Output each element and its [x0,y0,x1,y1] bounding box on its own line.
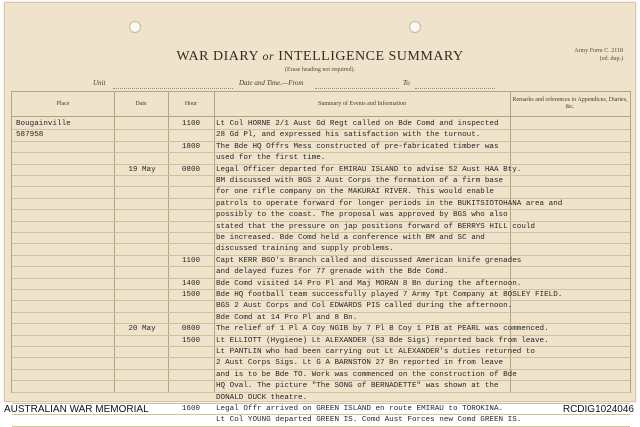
summary-cell: and delayed fuzes for 77 grenade with the Bde Comd. [216,268,449,277]
date-cell [116,358,168,368]
hour-cell: 1500 [181,291,201,299]
place-cell [16,199,110,209]
date-cell [116,199,168,209]
place-cell [16,381,110,391]
place-cell [16,142,110,152]
header-summary: Summary of Events and Information [318,100,406,107]
date-cell [116,176,168,186]
hour-cell [168,187,214,197]
hour-cell [168,210,214,220]
hour-cell [168,358,214,368]
place-cell [16,165,110,175]
date-cell [116,393,168,403]
summary-cell: Legal Officer departed for EMIRAU ISLAND to advise 52 Aust HAA Bty. [216,165,522,174]
place-cell [16,210,110,220]
date-cell [116,313,168,323]
hour-cell: 0800 [181,165,201,174]
summary-cell: DONALD DUCK theatre. [216,393,308,402]
summary-cell: BGS 2 Aust Corps and Col EDWARDS PIS called during the afternoon. [216,302,513,311]
place-cell [16,358,110,368]
place-cell [16,301,110,311]
summary-cell: 28 Gd Pl, and expressed his satisfaction with the turnout. [216,131,481,140]
place-cell [16,370,110,380]
footer-reference: RCDIG1024046 [562,404,634,415]
date-cell [116,210,168,220]
date-cell [116,130,168,140]
to-rule [415,88,495,89]
place-cell [16,153,110,163]
hour-cell: 1100 [181,256,201,265]
summary-cell: be increased. Bde Comd held a conference with BM and SC and [216,234,485,242]
form-number-label: Army Form C. 2118 [574,48,623,54]
place-cell [16,222,110,232]
place-cell [16,176,110,186]
date-cell [116,244,168,254]
summary-cell: HQ Oval. The picture "The SONG of BERNADETTE" was shown at the [216,382,499,391]
date-cell: 19 May [128,165,156,174]
hour-cell [168,415,214,425]
hour-cell [168,153,214,163]
date-cell [116,119,168,129]
summary-cell: Bde Comd at 14 Pro Pl and 8 Bn. [216,313,358,322]
place-cell [16,256,110,266]
place-cell [16,187,110,197]
hour-cell: 1400 [181,279,201,288]
place-cell [16,393,110,403]
summary-cell: The relief of 1 Pl A Coy NGIB by 7 Pl B Coy 1 PIB at PEARL was commenced. [216,325,549,334]
date-cell: 20 May [128,325,156,334]
place-cell [16,267,110,277]
date-cell [116,256,168,266]
summary-cell: Capt KERR BGO's Branch called and discussed American knife grenades [216,256,522,265]
place-cell [16,347,110,357]
unit-label: Unit [93,79,106,87]
hour-cell [168,130,214,140]
form-title [5,49,635,65]
place-cell: 587958 [16,131,44,140]
summary-cell: and is to be Bde TO. Work was commenced on the construction of Bde [216,370,517,379]
hour-cell: 0800 [181,325,201,334]
summary-cell: patrols to operate forward for longer periods in the BUKITSIOTOHANA area and [216,199,563,208]
unit-rule [113,88,233,89]
date-cell [116,370,168,380]
place-cell [16,290,110,300]
place-cell [16,313,110,323]
form-number-note: (ed. dup.) [599,56,623,62]
punch-hole [409,21,421,33]
header-hour: Hour [184,100,198,107]
summary-cell: possibly to the coast. The proposal was approved by BGS who also [216,211,508,220]
title-intelligence-summary: INTELLIGENCE SUMMARY [278,49,464,64]
summary-cell: stated that the pressure on jap positions forward of BERRYS HILL could [216,222,535,231]
summary-cell: discussed training and supply problems. [216,245,394,254]
hour-cell [168,233,214,243]
table-header [12,92,630,117]
summary-cell: Lt ELLIOTT (Hygiene) Lt ALEXANDER (S3 Bde Sigs) reported back from leave. [216,336,549,345]
summary-cell: 2 Aust Corps Sigs. Lt G A BARNSTON 27 Bn reported in from leave [216,359,504,368]
summary-cell: Bde HQ football team successfully played 7 Army Tpt Company at BOSLEY FIELD. [216,291,563,299]
summary-cell: Lt PANTLIN who had been carrying out Lt ALEXANDER's duties returned to [216,348,535,356]
place-cell: Bougainville [16,120,71,128]
hour-cell: 1600 [181,405,201,413]
date-cell [116,301,168,311]
title-or: or [262,49,275,63]
summary-cell: Lt Col YOUNG departed GREEN IS. Comd Aust Forces new Comd GREEN IS. [216,416,522,425]
summary-cell: for one rifle company on the MAKURAI RIVER. This would enable [216,188,494,197]
summary-cell: BM discussed with BGS 2 Aust Corps the formation of a firm base [216,177,504,185]
date-cell [116,142,168,152]
date-cell [116,381,168,391]
hour-cell: 1500 [181,336,201,345]
date-cell [116,279,168,289]
hour-cell [168,244,214,254]
hour-cell [168,347,214,357]
date-cell [116,290,168,300]
date-cell [116,153,168,163]
from-rule [315,88,399,89]
hour-cell [168,199,214,209]
header-date: Date [135,100,147,107]
date-cell [116,336,168,346]
hour-cell [168,176,214,186]
place-cell [16,244,110,254]
hour-cell [168,370,214,380]
hour-cell [168,222,214,232]
place-cell [16,279,110,289]
unit-date-line [13,79,627,91]
hour-cell: 1800 [181,142,201,151]
hour-cell [168,301,214,311]
footer-credit: AUSTRALIAN WAR MEMORIAL [4,404,149,415]
hour-cell: 1100 [181,120,201,128]
hour-cell [168,267,214,277]
hour-cell [168,313,214,323]
form-subtitle: (Erase heading not required). [285,67,355,73]
summary-cell: used for the first time. [216,154,326,163]
date-time-label: Date and Time.—From [239,79,304,87]
header-place: Place [56,100,70,107]
date-cell [116,347,168,357]
summary-cell: Lt Col HORNE 2/1 Aust Gd Regt called on Bde Comd and inspected [216,120,499,128]
title-war-diary: WAR DIARY [176,49,259,64]
form-number [553,47,623,63]
place-cell [16,324,110,334]
date-cell [116,187,168,197]
hour-cell [168,381,214,391]
to-label: To [403,79,410,87]
date-cell [116,267,168,277]
punch-hole [129,21,141,33]
place-cell [16,233,110,243]
place-cell [16,336,110,346]
date-cell [116,222,168,232]
date-cell [116,233,168,243]
summary-cell: Bde Comd visited 14 Pro Pl and Maj MORAN 8 Bn during the afternoon. [216,279,522,288]
header-remarks: Remarks and references to Appendices, Diaries, &c. [512,97,628,110]
hour-cell [168,393,214,403]
summary-cell: Legal Offr arrived on GREEN ISLAND en route EMIRAU to TOROKINA. [216,405,504,413]
summary-cell: The Bde HQ Offrs Mess constructed of pre-fabricated timber was [216,142,499,151]
